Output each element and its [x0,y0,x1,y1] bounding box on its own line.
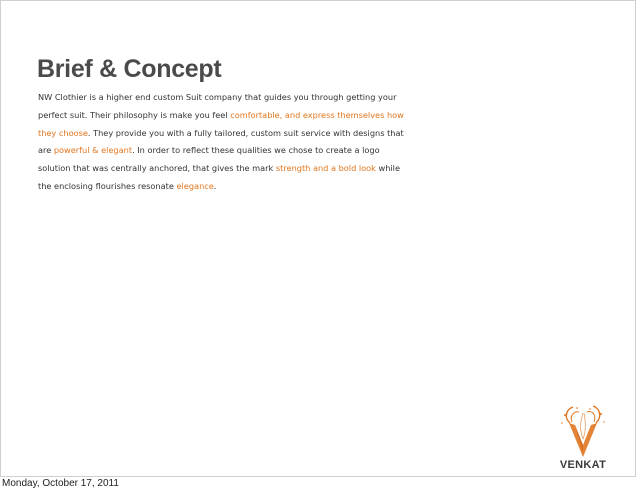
text-run: . [213,180,217,191]
brief-paragraph [38,89,404,196]
text-run: perfect suit. Their philosophy is make you feel [38,109,231,120]
paragraph-line [38,178,388,196]
text-run: while [375,163,400,174]
logo-wordmark: VENKAT [559,459,607,471]
text-run: NW Clothier is a higher end custom Suit company that guides you through getting your [38,92,397,102]
slide-title: Brief & Concept [37,55,222,83]
venkat-logo [553,403,613,475]
text-run: solution that was centrally anchored, that gives the mark [38,163,276,174]
highlight-text: they choose [38,127,88,138]
highlight-text: powerful & elegant [53,145,133,156]
highlight-text: strength and a bold look [275,163,376,174]
highlight-text: comfortable, and express themselves how [230,109,404,120]
footer-date: Monday, October 17, 2011 [2,478,119,489]
text-run: the enclosing flourishes resonate [38,180,177,191]
paragraph-line [38,125,404,143]
text-run: . They provide you with a fully tailored, custom suit service with designs that [87,127,404,138]
paragraph-line [38,107,404,125]
paragraph-line [38,89,397,107]
highlight-text: elegance [176,180,214,191]
paragraph-line [38,160,400,178]
text-run: are [38,145,54,156]
paragraph-line [38,142,388,160]
text-run: . In order to reflect these qualities we chose to create a logo [132,145,380,156]
v-flourish-logo-icon [553,403,613,459]
